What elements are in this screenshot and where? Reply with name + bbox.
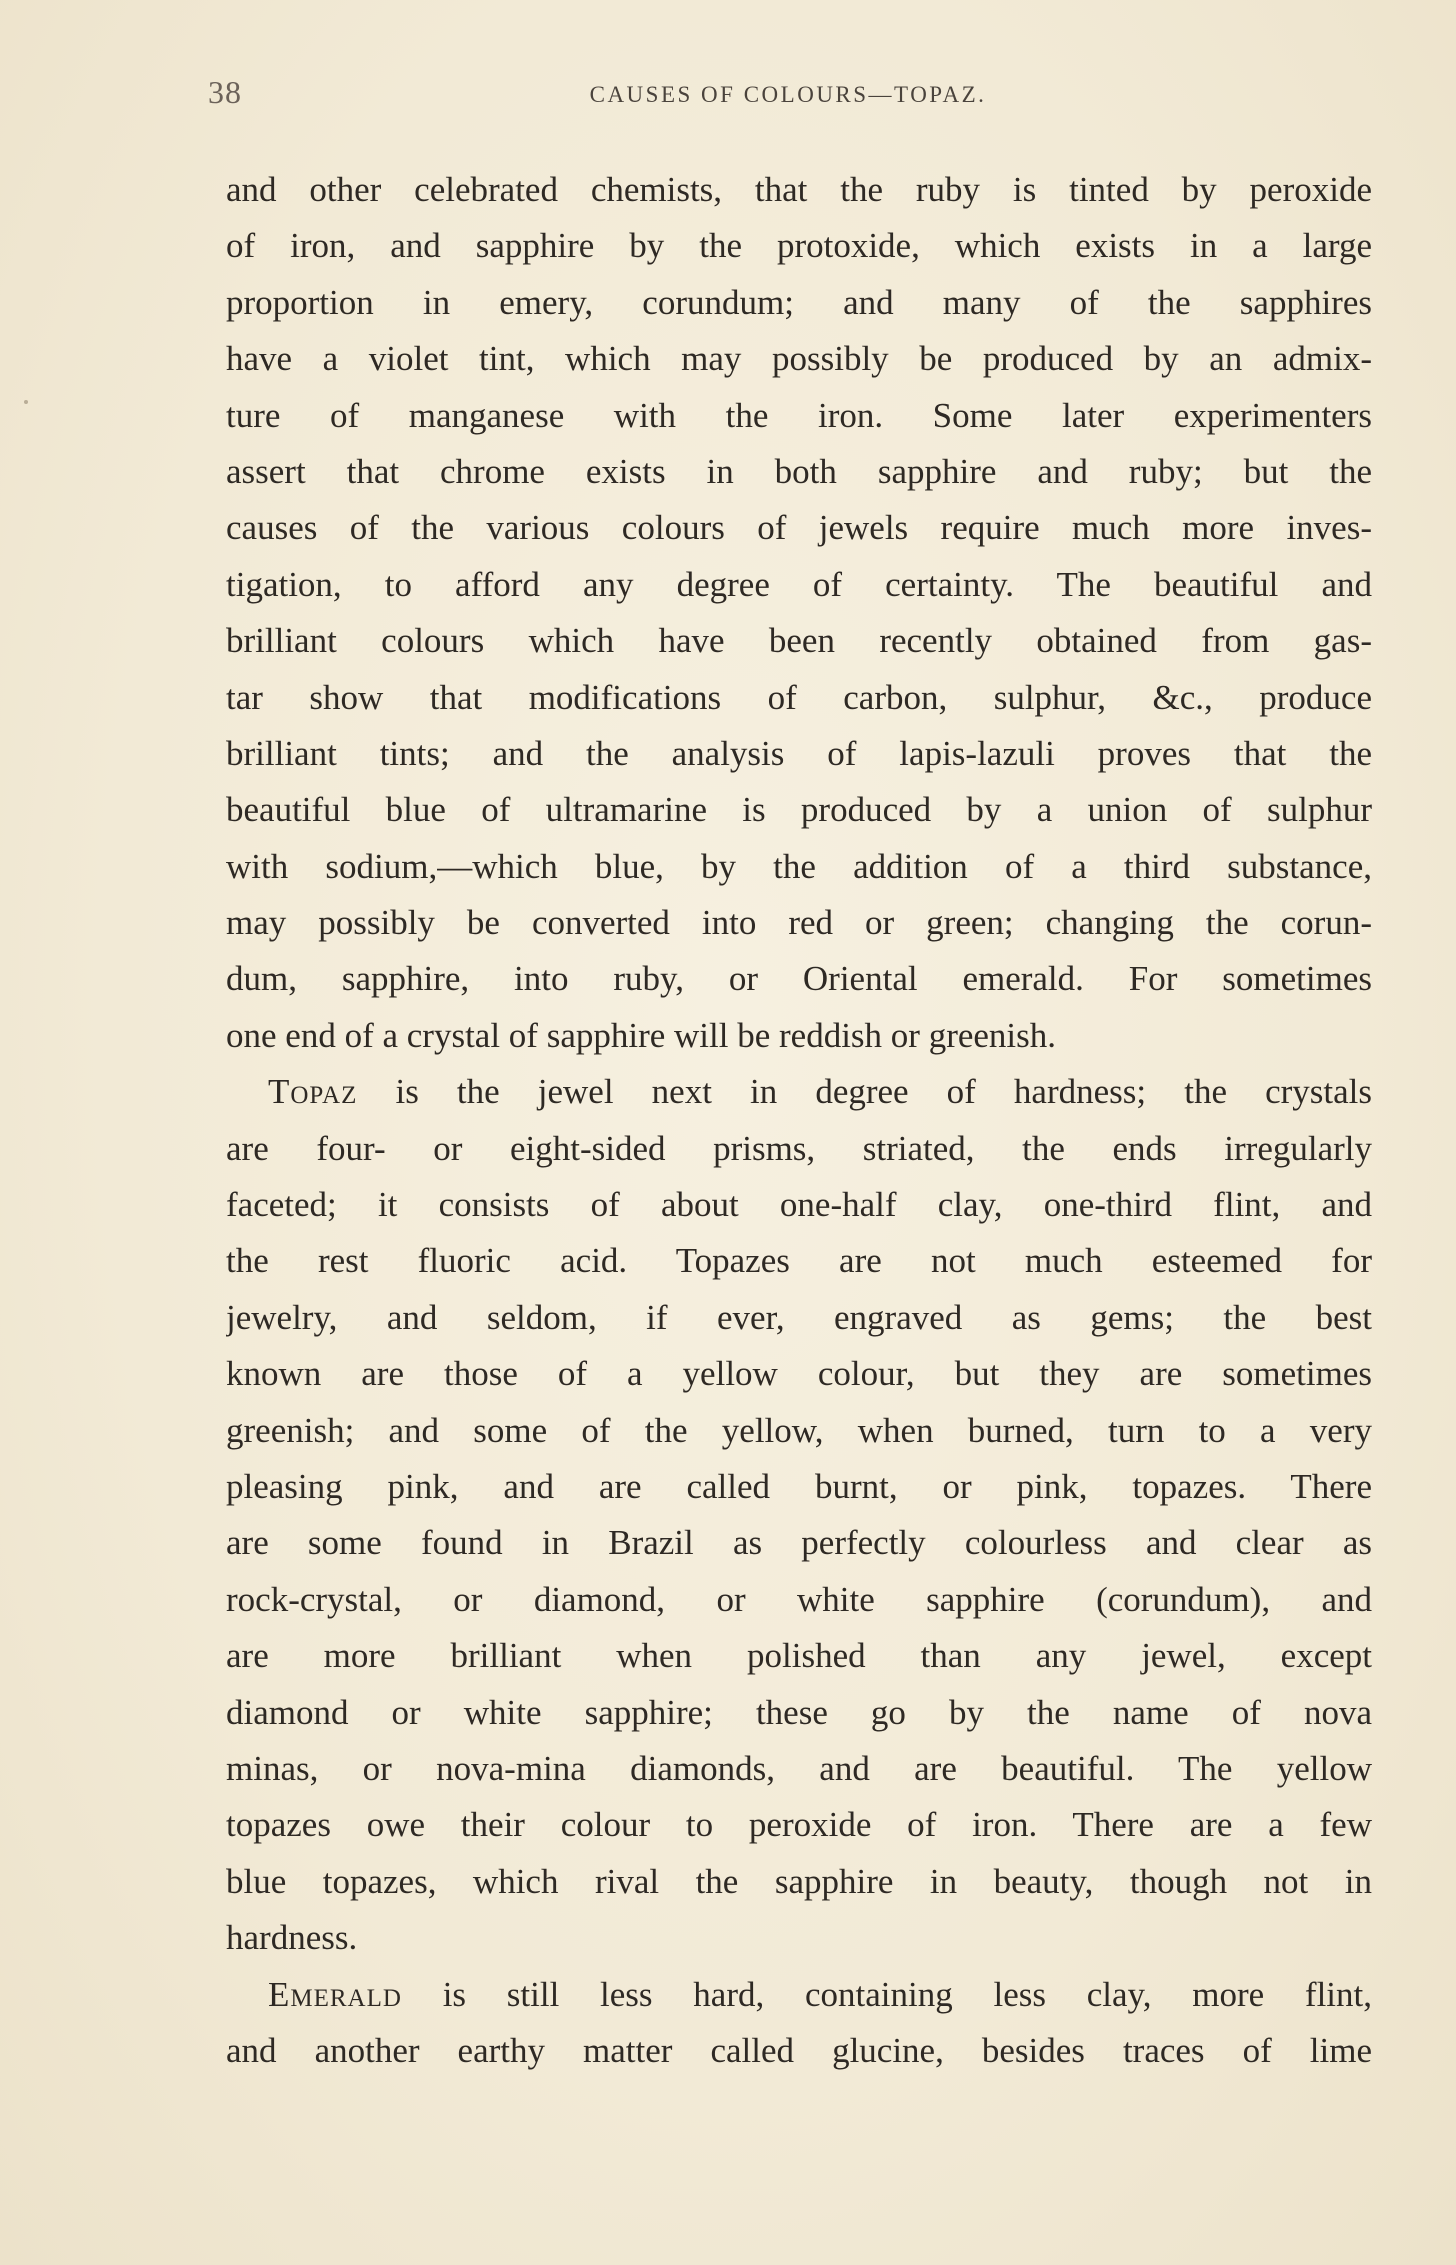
text-line: with sodium,—which blue, by the addition of a third substance, bbox=[226, 846, 1372, 886]
text-line: brilliant tints; and the analysis of lapis-lazuli proves that the bbox=[226, 733, 1372, 773]
text-line: brilliant colours which have been recently obtained from gas- bbox=[226, 621, 1372, 661]
text-line: of iron, and sapphire by the protoxide, which exists in a large bbox=[226, 226, 1372, 266]
text-line: beautiful blue of ultramarine is produced by a union of sulphur bbox=[226, 790, 1372, 830]
paper-speck bbox=[24, 400, 28, 404]
text-line: blue topazes, which rival the sapphire in beauty, though not in bbox=[226, 1861, 1372, 1901]
text-line: rock-crystal, or diamond, or white sapphire (corundum), and bbox=[226, 1579, 1372, 1619]
text-line: faceted; it consists of about one-half clay, one-third flint, and bbox=[226, 1185, 1372, 1225]
text-line: the rest fluoric acid. Topazes are not much esteemed for bbox=[226, 1241, 1372, 1281]
text-line: dum, sapphire, into ruby, or Oriental emerald. For sometimes bbox=[226, 959, 1372, 999]
text-line: ture of manganese with the iron. Some later experimenters bbox=[226, 395, 1372, 435]
text-line: greenish; and some of the yellow, when burned, turn to a very bbox=[226, 1410, 1372, 1450]
text-line: hardness. bbox=[226, 1918, 358, 1958]
running-title: CAUSES OF COLOURS—TOPAZ. bbox=[589, 82, 987, 107]
topaz-heading-word: Topaz bbox=[268, 1072, 358, 1112]
text-line: and another earthy matter called glucine, besides traces of lime bbox=[226, 2030, 1372, 2070]
text-line: are more brilliant when polished than any jewel, except bbox=[226, 1636, 1372, 1676]
text-line: one end of a crystal of sapphire will be reddish or greenish. bbox=[226, 1015, 1057, 1055]
text-line: may possibly be converted into red or green; changing the corun- bbox=[226, 903, 1372, 943]
text-line: topazes owe their colour to peroxide of iron. There are a few bbox=[226, 1805, 1372, 1845]
text-line: assert that chrome exists in both sapphire and ruby; but the bbox=[226, 451, 1372, 491]
text-line: causes of the various colours of jewels require much more inves- bbox=[226, 508, 1372, 548]
text-line: have a violet tint, which may possibly be produced by an admix- bbox=[226, 339, 1372, 379]
text-line: tigation, to afford any degree of certainty. The beautiful and bbox=[226, 564, 1372, 604]
text-line: proportion in emery, corundum; and many of the sapphires bbox=[226, 282, 1372, 322]
body-text bbox=[226, 162, 1372, 2079]
text-line: and other celebrated chemists, that the ruby is tinted by peroxide bbox=[226, 170, 1372, 209]
text-line: minas, or nova-mina diamonds, and are beautiful. The yellow bbox=[226, 1748, 1372, 1788]
text-line: pleasing pink, and are called burnt, or pink, topazes. There bbox=[226, 1466, 1372, 1506]
text-line: are four- or eight-sided prisms, striated, the ends irregularly bbox=[226, 1128, 1372, 1168]
text-line: jewelry, and seldom, if ever, engraved as gems; the best bbox=[226, 1297, 1372, 1337]
text-line: known are those of a yellow colour, but they are sometimes bbox=[226, 1354, 1372, 1394]
text-line: are some found in Brazil as perfectly colourless and clear as bbox=[226, 1523, 1372, 1563]
running-head bbox=[208, 74, 1368, 124]
text-line: diamond or white sapphire; these go by the name of nova bbox=[226, 1692, 1372, 1732]
text-line-emerald-start: Emerald is still less hard, containing less clay, more flint, bbox=[268, 1974, 1372, 2014]
emerald-heading-word: Emerald bbox=[268, 1974, 402, 2014]
text-line-topaz-start: Topaz is the jewel next in degree of hardness; the crystals bbox=[268, 1072, 1372, 1112]
text-line: tar show that modifications of carbon, sulphur, &c., produce bbox=[226, 677, 1372, 717]
page-number: 38 bbox=[208, 74, 242, 110]
